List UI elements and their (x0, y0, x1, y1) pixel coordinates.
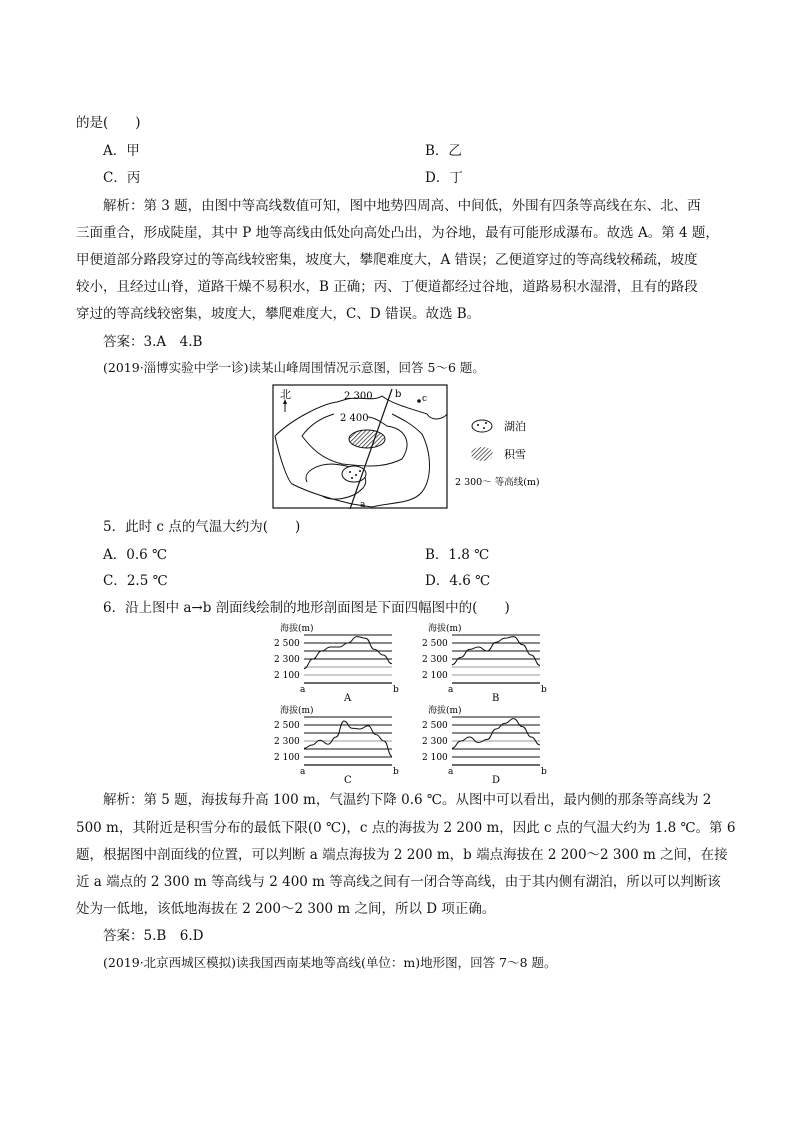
xlabel-b: b (541, 685, 547, 695)
question-5: 5．此时 c 点的气温大约为( ) (103, 519, 301, 535)
analysis-line: 题，根据图中剖面线的位置，可以判断 a 端点海拔为 2 200 m，b 端点海拔在 2 200～2 300 m 之间，在接 (76, 847, 728, 863)
ytick-label: 2 500 (422, 721, 448, 731)
snow-area (349, 430, 385, 448)
ytick-label: 2 500 (274, 639, 300, 649)
analysis-line: 甲便道部分路段穿过的等高线较密集，坡度大，攀爬难度大，A 错误；乙便道穿过的等高线较稀疏，坡度 (76, 252, 698, 268)
xlabel-a: a (300, 685, 306, 695)
point-b-label: b (395, 389, 402, 400)
analysis-line: 处为一低地，该低地海拔在 2 200～2 300 m 之间，所以 D 项正确。 (76, 901, 496, 917)
contour-label-2300: 2 300 (344, 391, 373, 402)
legend-snow-label: 积雪 (504, 448, 526, 461)
analysis-line: 较小，且经过山脊，道路干燥不易积水，B 正确；丙、丁便道都经过谷地，道路易积水湿滑，且有的路段 (76, 279, 698, 295)
option-c: C．丙 (103, 170, 141, 186)
chart-title: D (492, 775, 501, 786)
option-d: D．丁 (425, 170, 463, 186)
answer-3-4: 答案：3.A 4.B (103, 334, 203, 350)
analysis-line: 解析：第 5 题，海拔每升高 100 m，气温约下降 0.6 ℃。从图中可以看出，最内侧的那条等高线为 2 (103, 792, 712, 808)
point-c (417, 399, 421, 403)
q5-option-a: A．0.6 ℃ (103, 547, 168, 563)
ytick-label: 2 100 (422, 753, 448, 763)
ytick-label: 2 100 (274, 753, 300, 763)
point-a-label: a (360, 500, 366, 510)
profile-chart-A (272, 621, 407, 706)
q5-option-c: C．2.5 ℃ (103, 573, 168, 589)
legend-contour-label: 2 300～ 等高线(m) (455, 477, 540, 488)
ylabel: 海拔(m) (428, 624, 462, 634)
analysis-line: 穿过的等高线较密集，坡度大，攀爬难度大，C、D 错误。故选 B。 (76, 306, 481, 322)
option-b: B．乙 (425, 143, 462, 159)
ytick-label: 2 300 (274, 655, 300, 665)
chart-title: B (492, 693, 500, 704)
option-a: A．甲 (103, 143, 140, 159)
profile-curve (304, 637, 392, 669)
xlabel-b: b (393, 767, 399, 777)
analysis-line: 解析：第 3 题，由图中等高线数值可知，图中地势四周高、中间低，外围有四条等高线在东、北、西 (103, 198, 701, 214)
contour-label-2400: 2 400 (340, 413, 369, 424)
north-label: 北 (280, 388, 291, 401)
xlabel-a: a (448, 767, 454, 777)
ytick-label: 2 100 (274, 671, 300, 681)
xlabel-a: a (300, 767, 306, 777)
question-6: 6．沿上图中 a→b 剖面线绘制的地形剖面图是下面四幅图中的( ) (103, 600, 510, 616)
question-tail: 的是( ) (76, 115, 141, 131)
legend-lake-icon (472, 420, 492, 432)
profile-curve (304, 721, 392, 756)
ylabel: 海拔(m) (280, 624, 314, 634)
ytick-label: 2 300 (274, 737, 300, 747)
ytick-label: 2 300 (422, 655, 448, 665)
legend-lake-label: 湖泊 (504, 420, 526, 433)
intro-5-6: (2019·淄博实验中学一诊)读某山峰周围情况示意图，回答 5～6 题。 (103, 360, 485, 375)
ylabel: 海拔(m) (428, 706, 462, 716)
xlabel-b: b (393, 685, 399, 695)
ytick-label: 2 500 (274, 721, 300, 731)
contour-map (272, 384, 562, 510)
profile-line-a-b (350, 389, 392, 509)
ytick-label: 2 500 (422, 639, 448, 649)
ytick-label: 2 100 (422, 671, 448, 681)
q5-option-d: D．4.6 ℃ (425, 573, 491, 589)
intro-7-8: (2019·北京西城区模拟)读我国西南某地等高线(单位：m)地形图，回答 7～8 题。 (103, 955, 557, 970)
legend-snow-icon (471, 447, 493, 461)
chart-title: C (344, 775, 352, 786)
point-c-label: c (422, 394, 428, 404)
ylabel: 海拔(m) (280, 706, 314, 716)
analysis-line: 近 a 端点的 2 300 m 等高线与 2 400 m 等高线之间有一闭合等高线，由于其内侧有湖泊，所以可以判断该 (76, 874, 721, 890)
q5-option-b: B．1.8 ℃ (425, 547, 490, 563)
xlabel-a: a (448, 685, 454, 695)
profile-chart-D (420, 703, 555, 788)
chart-title: A (344, 693, 352, 704)
analysis-line: 500 m，其附近是积雪分布的最低下限(0 ℃)，c 点的海拔为 2 200 m，因此 c 点的气温大约为 1.8 ℃。第 6 (76, 820, 736, 836)
profile-chart-C (272, 703, 407, 788)
answer-5-6: 答案：5.B 6.D (103, 928, 204, 944)
xlabel-b: b (541, 767, 547, 777)
ytick-label: 2 300 (422, 737, 448, 747)
profile-chart-B (420, 621, 555, 706)
analysis-line: 三面重合，形成陡崖，其中 P 地等高线由低处向高处凸出，为谷地，最有可能形成瀑布。故选 A。第 4 题， (76, 225, 719, 241)
